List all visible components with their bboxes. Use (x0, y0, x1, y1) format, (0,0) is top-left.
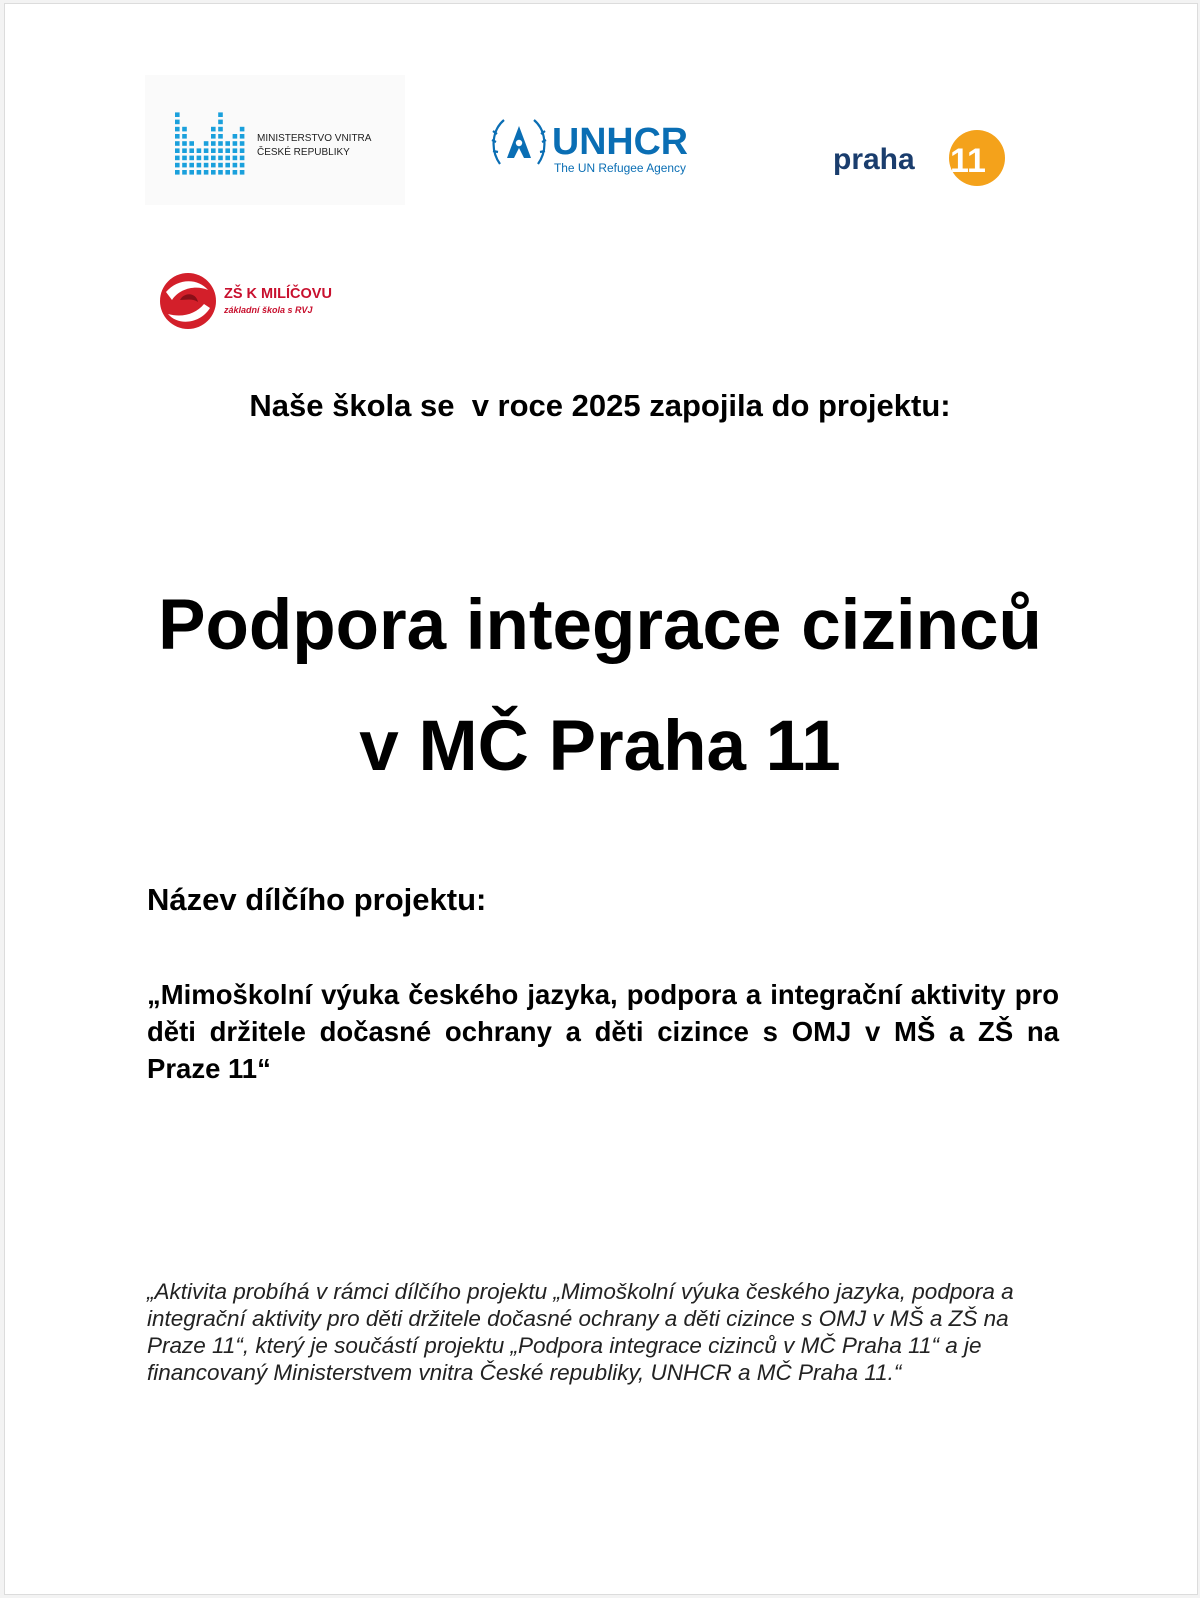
project-title-line1: Podpora integrace cizinců (158, 586, 1042, 665)
praha-11-logo (825, 128, 1025, 188)
school-logo (158, 270, 358, 332)
funding-footnote: „Aktivita probíhá v rámci dílčího projektu „Mimoškolní výuka českého jazyka, podpora a integrační aktivity pro děti držitele dočasné ochrany a děti cizince s OMJ v MŠ a ZŠ na Praze 11“, který je součástí projektu „Podpora integrace cizinců v MČ Praha 11“ a je financovaný Ministerstvem vnitra České republiky, UNHCR a MČ Praha 11.“ (147, 1279, 1014, 1385)
school-name: ZŠ K MILÍČOVU (224, 286, 332, 302)
praha-number: 11 (950, 142, 986, 180)
intro-text: Naše škola se v roce 2025 zapojila do projektu: (249, 388, 951, 423)
ministry-name-line1: MINISTERSTVO VNITRA (257, 133, 372, 144)
project-title-line2: v MČ Praha 11 (359, 707, 841, 786)
school-subtitle: základní škola s RVJ (224, 305, 313, 315)
subproject-name: „Mimoškolní výuka českého jazyka, podpora a integrační aktivity pro děti držitele dočasné ochrany a děti cizince s OMJ v MŠ a ZŠ na Praze 11“ (147, 979, 1059, 1084)
ministry-name-line2: ČESKÉ REPUBLIKY (257, 147, 350, 158)
ministry-of-interior-logo (145, 75, 405, 205)
subproject-label: Název dílčího projektu: (147, 882, 487, 917)
ministry-dot-grid (175, 112, 244, 174)
unhcr-logo (490, 112, 700, 182)
unhcr-name: UNHCR (552, 121, 688, 163)
praha-name: praha (833, 143, 915, 176)
unhcr-emblem-icon (492, 120, 546, 164)
school-emblem-icon (160, 273, 216, 329)
unhcr-tagline: The UN Refugee Agency (554, 163, 687, 175)
